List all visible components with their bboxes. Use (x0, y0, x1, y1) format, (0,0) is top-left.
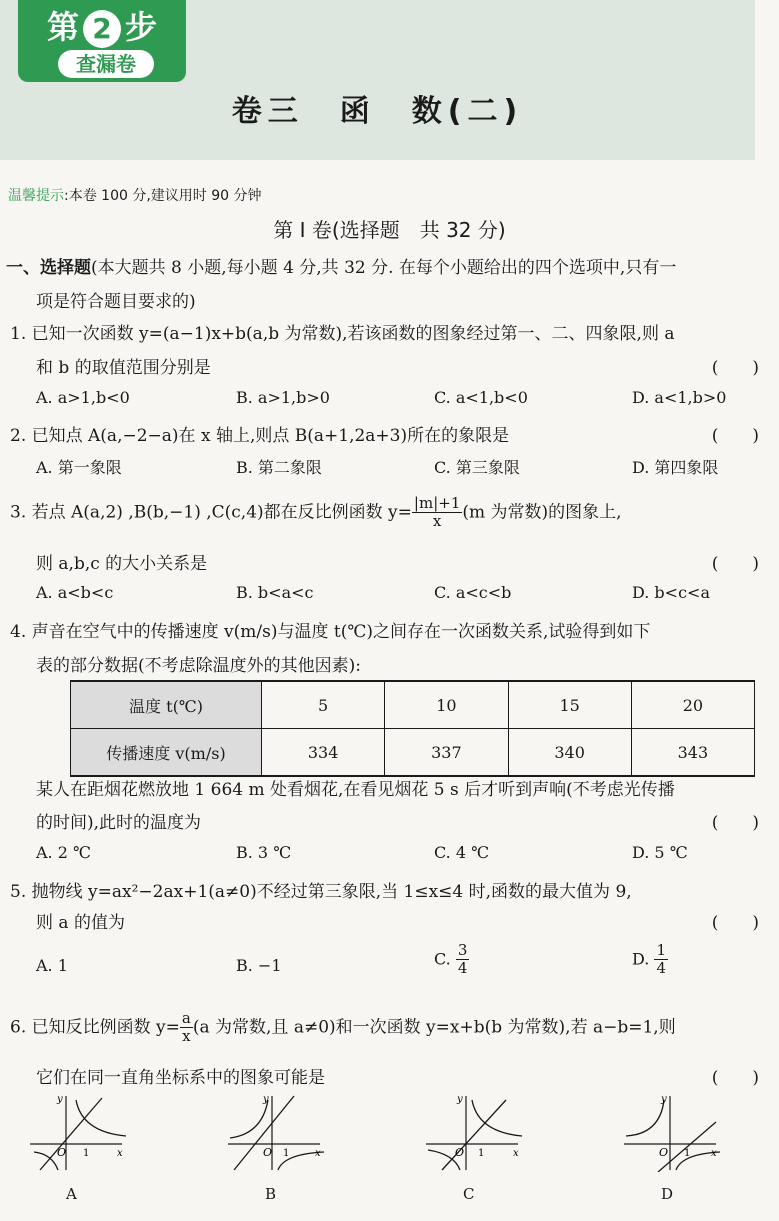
q1-option-b: B. a>1,b>0 (236, 388, 330, 407)
q4-line-2: 表的部分数据(不考虑除温度外的其他因素): (36, 656, 361, 676)
q4-option-c: C. 4 ℃ (434, 843, 490, 862)
q2-option-a: A. 第一象限 (36, 458, 122, 477)
q3-option-c: C. a<c<b (434, 583, 512, 602)
axis-label: y (57, 1094, 63, 1105)
origin-label: O (659, 1146, 669, 1159)
q1-option-a: A. a>1,b<0 (36, 388, 130, 407)
step-badge (18, 0, 186, 82)
q4-line-3: 某人在距烟花燃放地 1 664 m 处看烟花,在看见烟花 5 s 后才听到声响(不考虑光传播 (36, 780, 675, 800)
axis-label: y (263, 1094, 269, 1105)
q5-option-c-fraction (456, 942, 470, 978)
q3-fraction (412, 495, 462, 531)
origin-label: O (455, 1146, 465, 1159)
q1-line-1: 1. 已知一次函数 y=(a−1)x+b(a,b 为常数),若该函数的图象经过第一、二、四象限,则 a (10, 324, 675, 344)
axis-label: y (457, 1094, 463, 1105)
graph-c (426, 1092, 526, 1172)
q5-c-den: 4 (457, 959, 468, 978)
q5-option-d-label: D. (632, 949, 650, 969)
step-suffix: 步 (125, 8, 158, 46)
graph-d (624, 1092, 724, 1172)
axis-label: x (117, 1148, 123, 1159)
q2-option-d: D. 第四象限 (632, 458, 719, 477)
q6-frac-den: x (182, 1027, 191, 1046)
graph-label-c: C (463, 1185, 475, 1203)
q5-answer-blank: ( ) (711, 913, 759, 933)
table-row-temperature (71, 681, 755, 729)
q2-answer-blank: ( ) (711, 426, 759, 446)
q4-answer-blank: ( ) (711, 813, 759, 833)
step-number: 2 (83, 10, 121, 48)
q6-line-2: 它们在同一直角坐标系中的图象可能是 (36, 1068, 325, 1088)
q1-answer-blank: ( ) (711, 358, 759, 378)
tip-line (8, 185, 262, 205)
axis-label: x (711, 1148, 717, 1159)
graph-a (30, 1092, 130, 1172)
q3-option-a: A. a<b<c (36, 583, 114, 602)
section-line-1 (6, 253, 676, 278)
q5-c-num: 3 (457, 941, 468, 959)
q6-line-1-a: 6. 已知反比例函数 y= (10, 1017, 180, 1038)
q6-line-1-b: (a 为常数,且 a≠0)和一次函数 y=x+b(b 为常数),若 a−b=1,则 (192, 1017, 676, 1038)
q3-option-b: B. b<a<c (236, 583, 314, 602)
origin-label: O (263, 1146, 273, 1159)
graph-label-d: D (661, 1185, 674, 1203)
graph-label-b: B (265, 1185, 277, 1203)
table-header-speed: 传播速度 v(m/s) (71, 729, 262, 777)
q5-option-d (632, 942, 668, 978)
document-title: 卷三 函 数(二) (231, 94, 524, 129)
table-cell: 340 (508, 729, 631, 777)
q4-line-1: 4. 声音在空气中的传播速度 v(m/s)与温度 t(℃)之间存在一次函数关系,试验得到如下 (10, 622, 651, 642)
section-heading: 一、选择题 (6, 258, 91, 278)
axis-label: y (661, 1094, 667, 1105)
q4-option-b: B. 3 ℃ (236, 843, 292, 862)
table-cell: 334 (262, 729, 385, 777)
q4-line-4: 的时间),此时的温度为 (36, 813, 202, 833)
axis-label: x (513, 1148, 519, 1159)
table-cell: 343 (631, 729, 754, 777)
q5-option-a: A. 1 (36, 956, 68, 975)
q3-line-1-b: (m 为常数)的图象上, (462, 502, 622, 523)
q6-fraction (180, 1010, 193, 1046)
origin-label: O (57, 1146, 67, 1159)
q3-option-d: D. b<c<a (632, 583, 710, 602)
q3-line-2: 则 a,b,c 的大小关系是 (36, 554, 208, 574)
q6-line-1 (10, 1010, 676, 1046)
q5-d-den: 4 (656, 959, 666, 978)
q2-option-c: C. 第三象限 (434, 458, 520, 477)
tip-text: :本卷 100 分,建议用时 90 分钟 (64, 188, 262, 204)
q3-line-1-a: 3. 若点 A(a,2) ,B(b,−1) ,C(c,4)都在反比例函数 y= (10, 502, 412, 523)
table-cell: 20 (631, 681, 754, 729)
step-subtitle: 查漏卷 (58, 50, 154, 78)
step-label (18, 2, 186, 48)
tick-label: 1 (283, 1148, 290, 1159)
tick-label: 1 (478, 1148, 485, 1159)
q5-line-2: 则 a 的值为 (36, 913, 125, 933)
q2-option-b: B. 第二象限 (236, 458, 322, 477)
q3-line-1 (10, 495, 622, 531)
speed-temperature-table (70, 680, 755, 777)
graph-b (228, 1092, 328, 1172)
q1-option-d: D. a<1,b>0 (632, 388, 727, 407)
q5-line-1: 5. 抛物线 y=ax²−2ax+1(a≠0)不经过第三象限,当 1≤x≤4 时,函数的最大值为 9, (10, 882, 632, 902)
table-cell: 337 (385, 729, 508, 777)
section-desc-2: 项是符合题目要求的) (36, 292, 196, 312)
part-title: 第 Ⅰ 卷(选择题 共 32 分) (273, 218, 506, 242)
table-cell: 10 (385, 681, 508, 729)
q1-option-c: C. a<1,b<0 (434, 388, 528, 407)
q6-frac-num: a (181, 1009, 191, 1027)
q5-d-num: 1 (656, 941, 666, 959)
q1-line-2: 和 b 的取值范围分别是 (36, 358, 211, 378)
q3-frac-num: |m|+1 (413, 494, 461, 512)
tip-label: 温馨提示 (8, 188, 64, 204)
q3-frac-den: x (432, 512, 442, 531)
q4-option-d: D. 5 ℃ (632, 843, 688, 862)
q5-option-c (434, 942, 469, 978)
table-cell: 5 (262, 681, 385, 729)
step-prefix: 第 (46, 8, 79, 46)
q6-answer-blank: ( ) (711, 1068, 759, 1088)
q5-option-c-label: C. (434, 949, 451, 969)
section-desc-1: (本大题共 8 小题,每小题 4 分,共 32 分. 在每个小题给出的四个选项中,只有一 (91, 258, 677, 278)
graph-label-a: A (66, 1185, 77, 1203)
table-cell: 15 (508, 681, 631, 729)
tick-label: 1 (684, 1148, 691, 1159)
q3-answer-blank: ( ) (711, 554, 759, 574)
table-header-temperature: 温度 t(℃) (71, 681, 262, 729)
q2-line-1: 2. 已知点 A(a,−2−a)在 x 轴上,则点 B(a+1,2a+3)所在的象限是 (10, 426, 510, 446)
q5-option-b: B. −1 (236, 956, 282, 975)
q5-option-d-fraction (654, 942, 668, 978)
tick-label: 1 (83, 1148, 90, 1159)
axis-label: x (315, 1148, 321, 1159)
q4-option-a: A. 2 ℃ (36, 843, 91, 862)
table-row-speed (71, 729, 755, 777)
